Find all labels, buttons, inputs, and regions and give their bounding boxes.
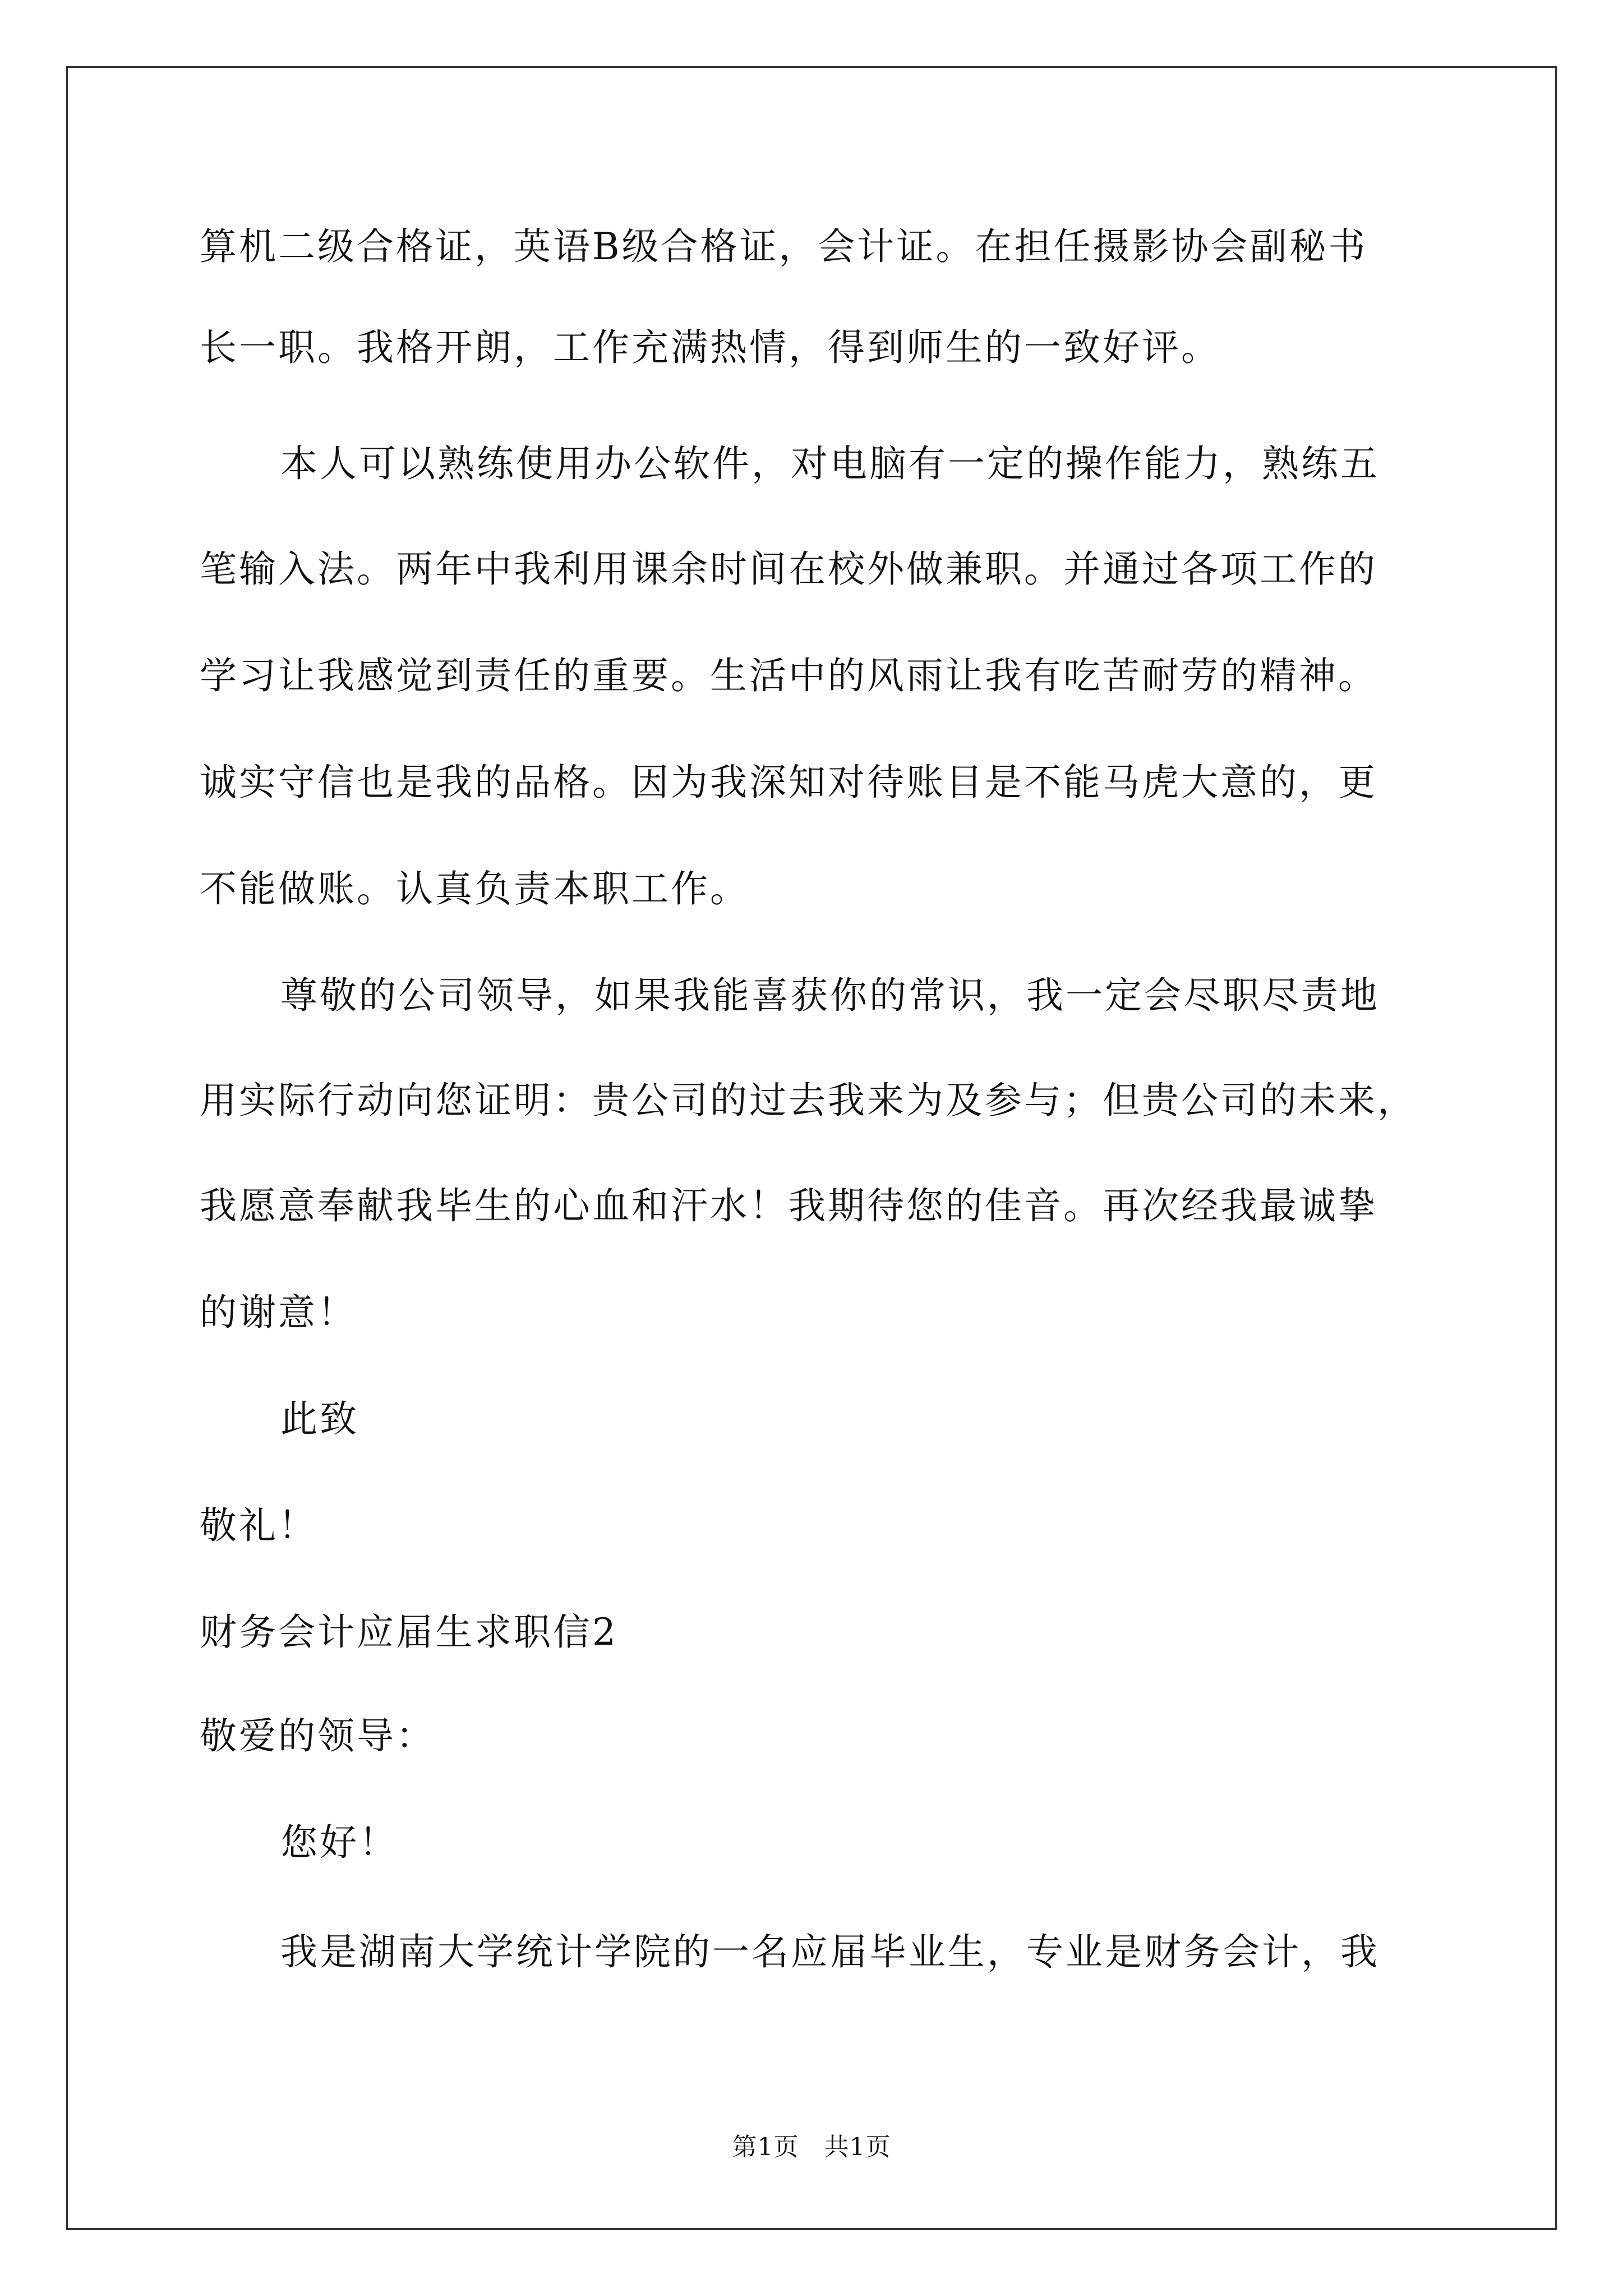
body-line-17: 我是湖南大学统计学院的一名应届毕业生，专业是财务会计，我 (280, 1930, 1380, 1973)
section-title: 财务会计应届生求职信2 (200, 1611, 618, 1654)
page-border (66, 66, 1557, 2230)
closing-regards: 敬礼！ (200, 1504, 317, 1547)
greeting-hello: 您好！ (280, 1821, 398, 1864)
page-footer: 第1页 共1页 (732, 2133, 891, 2161)
body-line-5: 学习让我感觉到责任的重要。生活中的风雨让我有吃苦耐劳的精神。 (200, 654, 1377, 697)
body-line-9: 用实际行动向您证明：贵公司的过去我来为及参与；但贵公司的未来， (200, 1079, 1417, 1122)
body-line-1: 算机二级合格证，英语B级合格证，会计证。在担任摄影协会副秘书 (200, 225, 1368, 268)
body-line-10: 我愿意奉献我毕生的心血和汗水！我期待您的佳音。再次经我最诚挚 (200, 1184, 1377, 1227)
body-line-6: 诚实守信也是我的品格。因为我深知对待账目是不能马虎大意的，更 (200, 761, 1377, 804)
greeting: 敬爱的领导： (200, 1714, 435, 1757)
body-line-11: 的谢意！ (200, 1291, 357, 1334)
body-line-2: 长一职。我格开朗，工作充满热情，得到师生的一致好评。 (200, 326, 1220, 369)
body-line-4: 笔输入法。两年中我利用课余时间在校外做兼职。并通过各项工作的 (200, 547, 1377, 591)
salutation-closing: 此致 (280, 1397, 359, 1441)
body-line-8: 尊敬的公司领导，如果我能喜获你的常识，我一定会尽职尽责地 (280, 974, 1380, 1017)
body-line-3: 本人可以熟练使用办公软件，对电脑有一定的操作能力，熟练五 (280, 442, 1380, 485)
body-line-7: 不能做账。认真负责本职工作。 (200, 867, 749, 910)
